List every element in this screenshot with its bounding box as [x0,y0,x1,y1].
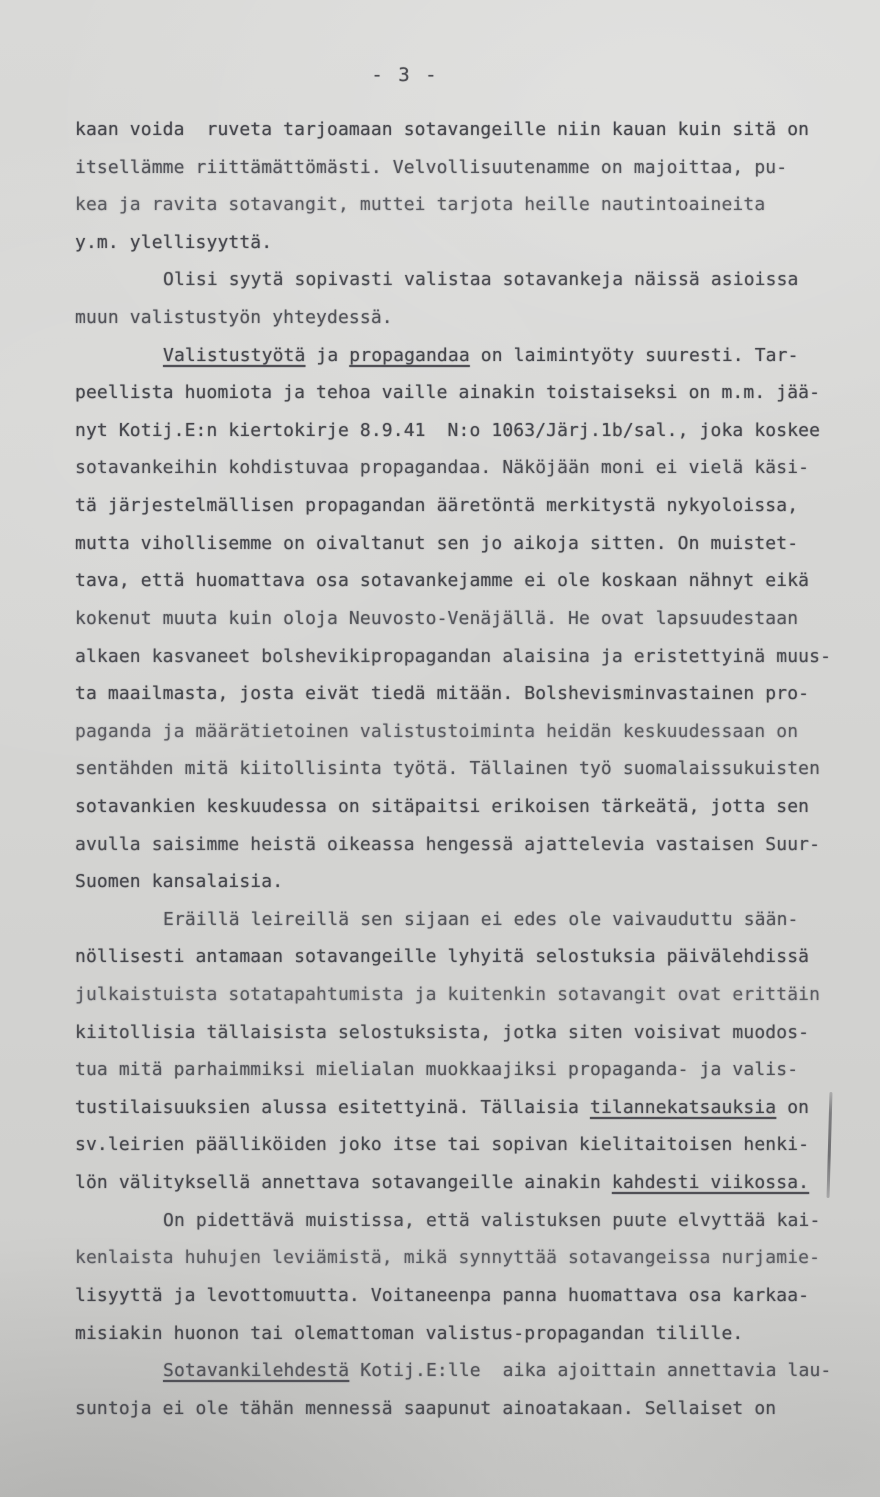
text-segment: kenlaista huhujen leviämistä, mikä synnyttää sotavangeissa nurjamie- [75,1247,821,1269]
text-line [75,1126,827,1164]
text-line [75,675,827,713]
text-segment: Suomen kansalaisia. [75,871,284,893]
text-segment: kokenut muuta kuin oloja Neuvosto-Venäjällä. He ovat lapsuudestaan [75,607,799,629]
text-line [75,487,827,525]
text-line [75,1315,827,1353]
text-segment: kiitollisia tällaisista selostuksista, jotka siten voisivat muodos- [75,1021,810,1043]
text-segment: kea ja ravita sotavangit, muttei tarjota heille nautintoaineita [75,194,766,216]
text-segment: lisyyttä ja levottomuutta. Voitaneenpa panna huomattava osa karkaa- [75,1284,810,1306]
text-segment: paganda ja määrätietoinen valistustoiminta heidän keskuudessaan on [75,720,799,742]
text-line [75,901,827,939]
text-line [75,337,827,375]
text-line [75,1051,827,1089]
text-segment: nyt Kotij.E:n kiertokirje 8.9.41 N:o 1063/Järj.1b/sal., joka koskee [75,419,821,441]
text-segment: sotavankien keskuudessa on sitäpaitsi erikoisen tärkeätä, jotta sen [75,795,810,817]
text-line [75,863,827,901]
text-line [75,186,827,224]
text-line [75,938,827,976]
text-segment: tä järjestelmällisen propagandan ääretöntä merkitystä nykyoloissa, [75,495,799,517]
text-line [75,788,827,826]
text-line [75,149,827,187]
text-line [75,638,832,676]
text-line [75,1277,827,1315]
text-segment: y.m. ylellisyyttä. [75,231,273,253]
text-line [75,1202,827,1240]
page-number: - 3 - [371,64,439,86]
text-segment: itsellämme riittämättömästi. Velvollisuutenamme on majoittaa, pu- [75,156,788,178]
text-line [75,374,827,412]
underlined-text: propagandaa [349,344,470,366]
text-line [75,412,827,450]
text-line [75,1239,827,1277]
text-segment: misiakin huonon tai olemattoman valistus-propagandan tilille. [75,1322,744,1344]
text-line [75,1164,827,1202]
text-line [75,562,827,600]
text-segment: ta maailmasta, josta eivät tiedä mitään. Bolshevisminvastainen pro- [75,683,810,705]
text-line [75,1089,827,1127]
text-line [75,525,827,563]
text-segment: tava, että huomattava osa sotavankejamme ei ole koskaan nähnyt eikä [75,570,810,592]
text-line [75,600,827,638]
text-segment: sentähden mitä kiitollisinta työtä. Tällainen työ suomalaissukuisten [75,758,821,780]
text-line [75,750,827,788]
text-segment: lön välityksellä annettava sotavangeille ainakin [75,1172,612,1194]
underlined-text: Valistustyötä [163,344,306,366]
text-line [75,299,827,337]
text-segment: tustilaisuuksien alussa esitettyinä. Tällaisia [75,1096,590,1118]
text-segment: alkaen kasvaneet bolshevikipropagandan alaisina ja eristettyinä muus- [75,645,832,667]
text-segment: Eräillä leireillä sen sijaan ei edes ole vaivauduttu sään- [163,908,799,930]
text-segment: ja [305,344,350,366]
underlined-text: Sotavankilehdestä [163,1360,350,1382]
text-segment: julkaistuista sotatapahtumista ja kuitenkin sotavangit ovat erittäin [75,984,821,1006]
text-segment: mutta vihollisemme on oivaltanut sen jo aikoja sitten. On muistet- [75,532,799,554]
text-segment: sotavankeihin kohdistuvaa propagandaa. Näköjään moni ei vielä käsi- [75,457,810,479]
text-segment: kaan voida ruveta tarjoamaan sotavangeille niin kauan kuin sitä on [75,119,810,140]
text-line [75,713,827,751]
text-segment: tua mitä parhaimmiksi mielialan muokkaajiksi propaganda- ja valis- [75,1059,799,1081]
text-line [75,976,827,1014]
text-line [75,1014,827,1052]
text-segment: on laimintyöty suuresti. Tar- [469,344,799,366]
text-line [75,1352,832,1390]
text-line [75,111,827,149]
text-segment: avulla saisimme heistä oikeassa hengessä ajattelevia vastaisen Suur- [75,833,821,855]
document-body [75,111,832,1427]
text-line [75,826,827,864]
text-line [75,1390,827,1428]
text-segment: on [776,1096,810,1118]
text-segment: peellista huomiota ja tehoa vaille ainakin toistaiseksi on m.m. jää- [75,382,821,404]
text-segment: sv.leirien päälliköiden joko itse tai sopivan kielitaitoisen henki- [75,1134,810,1156]
text-segment: nöllisesti antamaan sotavangeille lyhyitä selostuksia päivälehdissä [75,946,810,968]
text-segment: muun valistustyön yhteydessä. [75,307,393,329]
underlined-text: kahdesti viikossa. [611,1172,810,1194]
margin-pencil-mark [827,1092,832,1198]
text-segment: Kotij.E:lle aika ajoittain annettavia lau- [349,1360,832,1382]
text-line [75,261,827,299]
text-segment: On pidettävä muistissa, että valistuksen puute elvyttää kai- [163,1209,821,1231]
text-line [75,224,827,262]
text-line [75,449,827,487]
text-segment: suntoja ei ole tähän mennessä saapunut ainoatakaan. Sellaiset on [75,1397,777,1419]
text-segment: Olisi syytä sopivasti valistaa sotavankeja näissä asioissa [163,269,799,291]
underlined-text: tilannekatsauksia [589,1096,777,1118]
